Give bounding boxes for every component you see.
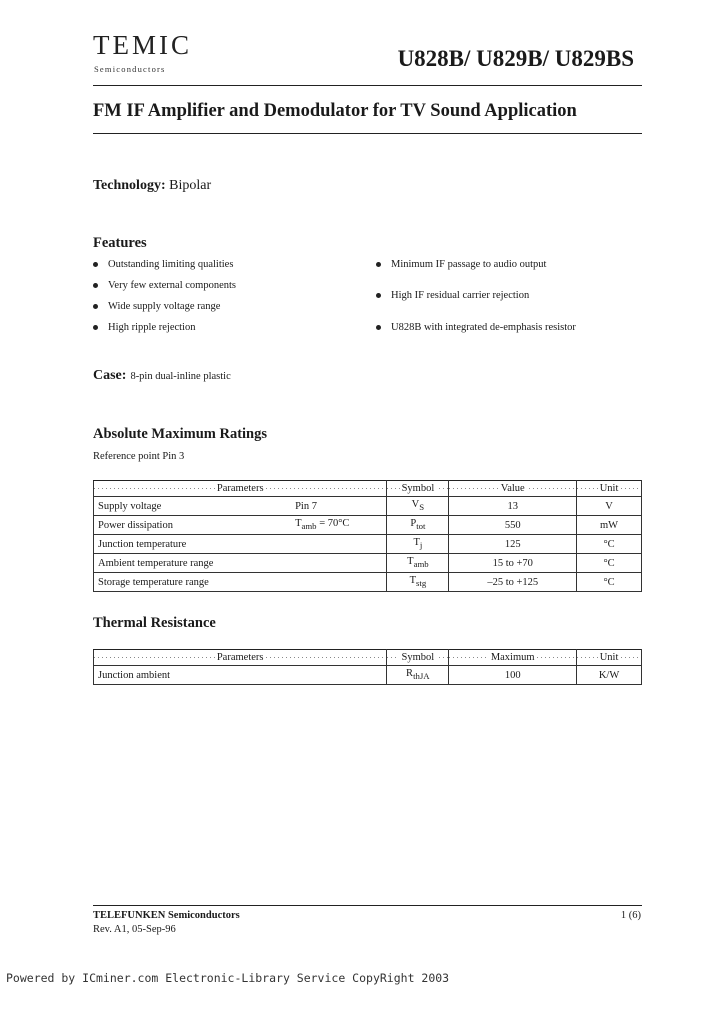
col-parameters: Parameters — [94, 481, 387, 497]
footer-revision: Rev. A1, 05-Sep-96 — [93, 924, 176, 935]
col-parameters: Parameters — [94, 650, 387, 666]
part-numbers: U828B/ U829B/ U829BS — [397, 46, 634, 71]
abs-max-heading: Absolute Maximum Ratings — [93, 426, 268, 442]
bullet-icon — [376, 262, 381, 267]
bullet-icon — [376, 293, 381, 298]
bullet-icon — [93, 283, 98, 288]
col-value: Value — [449, 481, 577, 497]
feature-item: Wide supply voltage range — [93, 301, 220, 312]
feature-item: U828B with integrated de-emphasis resistor — [376, 322, 576, 333]
bullet-icon — [376, 325, 381, 330]
table-row: Storage temperature range $T_{stg}$ –25 to +125 °C — [94, 573, 642, 592]
thermal-table — [93, 649, 642, 685]
case-value: 8-pin dual-inline plastic — [130, 371, 231, 382]
table-header-row — [94, 481, 642, 497]
footer-rule — [93, 905, 642, 906]
col-unit: Unit — [577, 481, 642, 497]
feature-item: High ripple rejection — [93, 322, 195, 333]
feature-item: High IF residual carrier rejection — [376, 290, 529, 301]
table-row: Power dissipation $T_{amb} = 70^\circ C$ $P_{tot}$ 550 mW — [94, 516, 642, 535]
table-row: Junction ambient $R_{thJA}$ 100 K/W — [94, 666, 642, 685]
reference-point: Reference point Pin 3 — [93, 451, 185, 462]
feature-item: Very few external components — [93, 280, 236, 291]
powered-by-watermark: Powered by ICminer.com Electronic-Library Service CopyRight 2003 — [6, 971, 450, 985]
page-number: 1 (6) — [620, 910, 641, 921]
col-symbol: Symbol — [387, 650, 449, 666]
header-rule — [93, 85, 642, 86]
page-title: FM IF Amplifier and Demodulator for TV Sound Application — [93, 101, 577, 121]
col-unit: Unit — [577, 650, 642, 666]
company-logo: TEMIC — [93, 30, 192, 60]
bullet-icon — [93, 325, 98, 330]
feature-item: Outstanding limiting qualities — [93, 259, 233, 270]
title-rule — [93, 133, 642, 134]
bullet-icon — [93, 262, 98, 267]
feature-item: Minimum IF passage to audio output — [376, 259, 546, 270]
table-row: Ambient temperature range $T_{amb}$ 15 to +70 °C — [94, 554, 642, 573]
technology-value: Bipolar — [169, 178, 212, 193]
case-label: Case: — [93, 368, 127, 383]
thermal-heading: Thermal Resistance — [93, 615, 216, 631]
features-heading: Features — [93, 235, 147, 251]
table-row: Supply voltage Pin 7 $V_S$ 13 V — [94, 497, 642, 516]
bullet-icon — [93, 304, 98, 309]
abs-max-table — [93, 480, 642, 592]
company-logo-subtitle: Semiconductors — [94, 64, 166, 74]
technology-label: Technology: — [93, 178, 166, 193]
technology-line — [93, 178, 211, 194]
table-header-row — [94, 650, 642, 666]
col-maximum: Maximum — [449, 650, 577, 666]
col-symbol: Symbol — [387, 481, 449, 497]
table-row: Junction temperature $T_j$ 125 °C — [94, 535, 642, 554]
case-line — [93, 368, 231, 384]
footer-company: TELEFUNKEN Semiconductors — [93, 910, 240, 921]
